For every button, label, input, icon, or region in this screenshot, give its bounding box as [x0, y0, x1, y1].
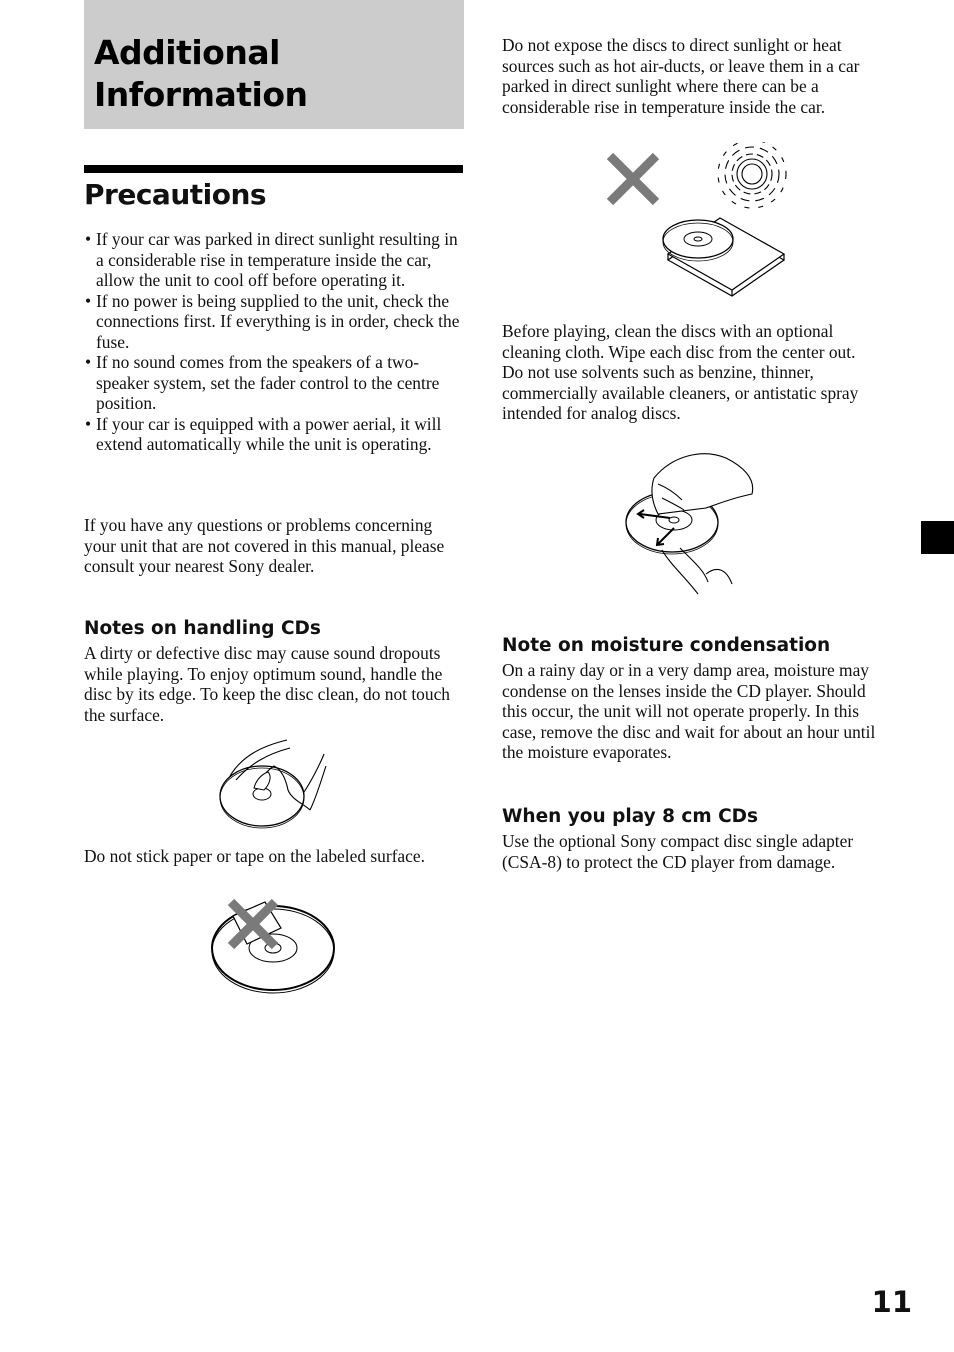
sun-icon [718, 142, 786, 208]
questions-block [84, 515, 464, 577]
heading-rule [84, 165, 463, 173]
moisture-heading: Note on moisture condensation [502, 635, 831, 656]
eight-cm-heading: When you play 8 cm CDs [502, 806, 759, 827]
page-number: 11 [871, 1285, 912, 1319]
moisture-block [502, 634, 886, 763]
precautions-list-block [84, 229, 464, 455]
cleaning-paragraph: Before playing, clean the discs with an optional cleaning cloth. Wipe each disc from the center out. [502, 321, 856, 362]
questions-paragraph: If you have any questions or problems concerning your unit that are not covered in this manual, please consult your nearest Sony dealer. [84, 515, 445, 576]
cleaning-block [502, 321, 886, 424]
hand-holding-disc-illustration [212, 736, 332, 831]
list-item: • If no power is being supplied to the unit, check the connections first. If everything is in order, check the fuse. [84, 291, 464, 353]
cross-mark-icon [610, 156, 656, 202]
sunlight-block [502, 35, 886, 117]
sticker-warning-block [84, 846, 464, 867]
eight-cm-block [502, 805, 886, 872]
page-title: Precautions [84, 178, 267, 211]
solvent-warning-paragraph: Do not use solvents such as benzine, thinner, commercially available cleaners, or antistatic spray intended for analog discs. [502, 362, 859, 423]
eight-cm-paragraph: Use the optional Sony compact disc single adapter (CSA-8) to protect the CD player from damage. [502, 831, 854, 872]
sunlight-discs-illustration [600, 142, 792, 302]
list-item: • If your car was parked in direct sunlight resulting in a considerable rise in temperature inside the car, allow the unit to cool off before operating it. [84, 229, 464, 291]
cd-handling-block [84, 617, 464, 725]
section-title: Additional Information [94, 33, 308, 114]
moisture-paragraph: On a rainy day or in a very damp area, moisture may condense on the lenses inside the CD player. Should this occur, the unit will not operate properly. In this case, remove the disc and wait for about an hour until the moisture evaporates. [502, 660, 876, 762]
disc-sticker-crossed-illustration [205, 896, 341, 996]
precautions-list [84, 229, 464, 455]
sunlight-paragraph: Do not expose the discs to direct sunlight or heat sources such as hot air-ducts, or leave them in a car parked in direct sunlight where there can be a considerable rise in temperature inside the car. [502, 35, 860, 117]
cd-handling-paragraph: A dirty or defective disc may cause sound dropouts while playing. To enjoy optimum sound, handle the disc by its edge. To keep the disc clean, do not touch the surface. [84, 643, 450, 725]
list-item: • If no sound comes from the speakers of a two-speaker system, set the fader control to the centre position. [84, 352, 464, 414]
section-banner [84, 0, 464, 129]
sticker-warning-paragraph: Do not stick paper or tape on the labeled surface. [84, 846, 425, 866]
cd-handling-heading: Notes on handling CDs [84, 618, 321, 639]
section-thumb-tab [921, 521, 954, 554]
wiping-disc-illustration [622, 448, 758, 598]
list-item: • If your car is equipped with a power aerial, it will extend automatically while the unit is operating. [84, 414, 464, 455]
